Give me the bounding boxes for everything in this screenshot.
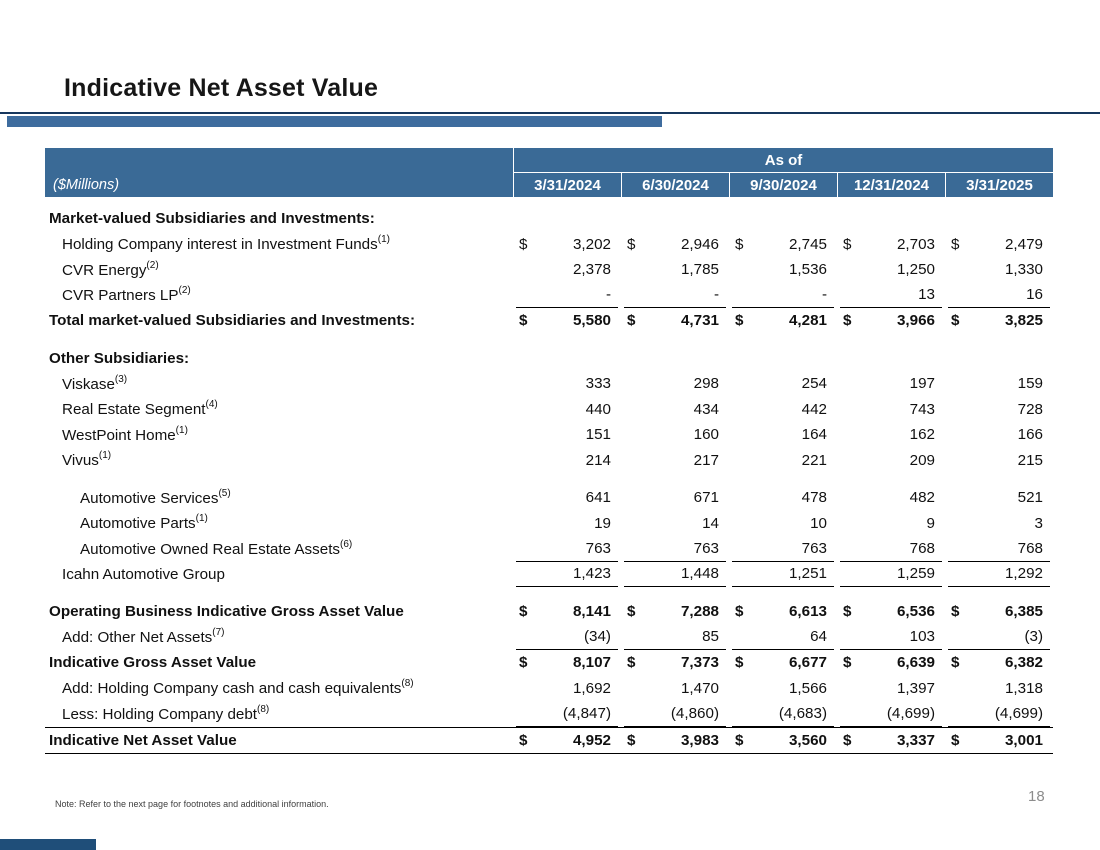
table-row xyxy=(45,536,1053,562)
value-number: 4,731 xyxy=(680,312,719,330)
cell-value xyxy=(516,676,618,702)
value-number: 1,470 xyxy=(680,679,719,697)
value-number: 6,613 xyxy=(788,603,827,621)
value-number: 151 xyxy=(585,426,611,444)
table-row xyxy=(45,701,1053,727)
cell-value xyxy=(840,701,942,727)
cell-value xyxy=(516,625,618,651)
cell-value xyxy=(840,650,942,676)
row-label: Automotive Owned Real Estate Assets$^{(6)}$ xyxy=(80,538,353,558)
row-spacer xyxy=(45,473,1053,485)
value-number: 1,536 xyxy=(788,261,827,279)
cell-value xyxy=(624,232,726,258)
cell-value xyxy=(516,728,618,753)
row-spacer xyxy=(45,334,1053,346)
cell-value xyxy=(624,599,726,625)
footnote-marker: (5) xyxy=(218,487,231,499)
cell-value xyxy=(732,448,834,474)
cell-value xyxy=(516,232,618,258)
cell-value xyxy=(732,371,834,397)
cell-value xyxy=(516,599,618,625)
cell-value xyxy=(948,676,1050,702)
value-number: 478 xyxy=(801,489,827,507)
cell-value xyxy=(624,397,726,423)
cell-value xyxy=(516,346,618,372)
dollar-sign: $ xyxy=(843,235,852,253)
cell-value xyxy=(840,676,942,702)
table-row xyxy=(45,448,1053,474)
value-number: 1,397 xyxy=(896,679,935,697)
dollar-sign: $ xyxy=(735,731,744,749)
cell-value xyxy=(840,511,942,537)
table-row xyxy=(45,308,1053,334)
value-number: 166 xyxy=(1017,426,1043,444)
value-number: 217 xyxy=(693,451,719,469)
value-number: - xyxy=(713,286,719,304)
cell-value xyxy=(840,562,942,588)
row-label: Automotive Services$^{(5)}$ xyxy=(80,487,231,507)
cell-value xyxy=(624,485,726,511)
table-row xyxy=(45,562,1053,588)
cell-value xyxy=(948,397,1050,423)
cell-value xyxy=(732,536,834,562)
value-number: 3 xyxy=(1034,514,1043,532)
cell-value xyxy=(624,346,726,372)
row-label: Add: Other Net Assets$^{(7)}$ xyxy=(62,627,225,647)
cell-value xyxy=(732,283,834,309)
table-row xyxy=(45,283,1053,309)
value-number: 197 xyxy=(909,375,935,393)
cell-value xyxy=(840,536,942,562)
table-row xyxy=(45,485,1053,511)
cell-value xyxy=(516,536,618,562)
value-number: 4,952 xyxy=(572,731,611,749)
cell-value xyxy=(948,650,1050,676)
value-number: 221 xyxy=(801,451,827,469)
cell-value xyxy=(948,346,1050,372)
cell-value xyxy=(840,599,942,625)
value-number: 1,448 xyxy=(680,565,719,583)
value-number: 13 xyxy=(918,286,935,304)
cell-value xyxy=(948,701,1050,727)
dollar-sign: $ xyxy=(951,603,960,621)
cell-value xyxy=(948,232,1050,258)
value-number: 442 xyxy=(801,400,827,418)
value-number: 6,385 xyxy=(1004,603,1043,621)
value-number: (4,699) xyxy=(886,704,935,722)
footnote-marker: (2) xyxy=(178,285,191,297)
value-number: 1,566 xyxy=(788,679,827,697)
dollar-sign: $ xyxy=(735,603,744,621)
value-number: 10 xyxy=(810,514,827,532)
row-label: CVR Partners LP$^{(2)}$ xyxy=(62,285,191,305)
value-number: 8,107 xyxy=(572,654,611,672)
cell-value xyxy=(732,562,834,588)
footer-accent-bar xyxy=(0,839,96,850)
cell-value xyxy=(516,448,618,474)
value-number: - xyxy=(821,286,827,304)
dollar-sign: $ xyxy=(735,235,744,253)
cell-value xyxy=(732,650,834,676)
value-number: 1,259 xyxy=(896,565,935,583)
dollar-sign: $ xyxy=(843,654,852,672)
value-number: 2,946 xyxy=(680,235,719,253)
cell-value xyxy=(516,397,618,423)
row-label: Operating Business Indicative Gross Asset Value xyxy=(49,603,404,621)
row-label: Other Subsidiaries: xyxy=(49,349,190,367)
cell-value xyxy=(624,371,726,397)
cell-value xyxy=(948,625,1050,651)
cell-value xyxy=(624,511,726,537)
value-number: 728 xyxy=(1017,400,1043,418)
cell-value xyxy=(732,232,834,258)
row-spacer xyxy=(45,587,1053,599)
column-header: 6/30/2024 xyxy=(621,173,729,197)
dollar-sign: $ xyxy=(519,654,528,672)
value-number: (4,683) xyxy=(778,704,827,722)
cell-value xyxy=(624,701,726,727)
cell-value xyxy=(732,599,834,625)
title-rule xyxy=(0,112,1100,114)
cell-value xyxy=(516,485,618,511)
value-number: 482 xyxy=(909,489,935,507)
value-number: 16 xyxy=(1026,286,1043,304)
row-label: Vivus$^{(1)}$ xyxy=(62,450,112,470)
cell-value xyxy=(732,676,834,702)
cell-value xyxy=(516,283,618,309)
cell-value xyxy=(948,371,1050,397)
value-number: 103 xyxy=(909,628,935,646)
value-number: 3,825 xyxy=(1004,312,1043,330)
cell-value xyxy=(516,562,618,588)
value-number: 6,382 xyxy=(1004,654,1043,672)
value-number: 3,337 xyxy=(896,731,935,749)
table-row xyxy=(45,625,1053,651)
value-number: 6,536 xyxy=(896,603,935,621)
table-row xyxy=(45,371,1053,397)
table-row xyxy=(45,206,1053,232)
cell-value xyxy=(732,257,834,283)
table-row xyxy=(45,727,1053,754)
row-label: Less: Holding Company debt$^{(8)}$ xyxy=(62,703,270,723)
value-number: 164 xyxy=(801,426,827,444)
cell-value xyxy=(948,562,1050,588)
row-label: Indicative Gross Asset Value xyxy=(49,654,257,672)
cell-value xyxy=(948,257,1050,283)
cell-value xyxy=(840,397,942,423)
cell-value xyxy=(624,257,726,283)
table-row xyxy=(45,650,1053,676)
value-number: 5,580 xyxy=(572,312,611,330)
cell-value xyxy=(840,728,942,753)
value-number: (4,860) xyxy=(670,704,719,722)
row-label: Total market-valued Subsidiaries and Investments: xyxy=(49,312,416,330)
value-number: 8,141 xyxy=(572,603,611,621)
value-number: 215 xyxy=(1017,451,1043,469)
dollar-sign: $ xyxy=(519,603,528,621)
value-number: 3,966 xyxy=(896,312,935,330)
value-number: 209 xyxy=(909,451,935,469)
table-row xyxy=(45,599,1053,625)
dollar-sign: $ xyxy=(951,654,960,672)
table-header xyxy=(45,148,1053,197)
cell-value xyxy=(840,346,942,372)
footnote-marker: (1) xyxy=(195,513,208,525)
cell-value xyxy=(516,511,618,537)
value-number: 1,785 xyxy=(680,261,719,279)
value-number: 2,703 xyxy=(896,235,935,253)
cell-value xyxy=(516,206,618,232)
footnote-marker: (8) xyxy=(257,703,270,715)
value-number: 743 xyxy=(909,400,935,418)
value-number: 2,378 xyxy=(572,261,611,279)
cell-value xyxy=(516,308,618,334)
row-label: Indicative Net Asset Value xyxy=(49,731,237,749)
value-number: 162 xyxy=(909,426,935,444)
cell-value xyxy=(948,728,1050,753)
footnote-marker: (6) xyxy=(340,538,353,550)
value-number: 159 xyxy=(1017,375,1043,393)
row-label: Holding Company interest in Investment Funds$^{(1)}$ xyxy=(62,234,390,254)
as-of-header: As of xyxy=(513,148,1053,173)
cell-value xyxy=(624,676,726,702)
value-number: 1,292 xyxy=(1004,565,1043,583)
value-number: 14 xyxy=(702,514,719,532)
cell-value xyxy=(624,283,726,309)
row-label: CVR Energy$^{(2)}$ xyxy=(62,259,159,279)
dollar-sign: $ xyxy=(735,312,744,330)
value-number: 4,281 xyxy=(788,312,827,330)
cell-value xyxy=(840,371,942,397)
value-number: 1,318 xyxy=(1004,679,1043,697)
cell-value xyxy=(948,511,1050,537)
footnote-marker: (7) xyxy=(212,627,225,639)
value-number: 333 xyxy=(585,375,611,393)
value-number: 641 xyxy=(585,489,611,507)
value-number: 64 xyxy=(810,628,827,646)
row-label: Market-valued Subsidiaries and Investments: xyxy=(49,210,375,228)
dollar-sign: $ xyxy=(843,312,852,330)
value-number: 1,692 xyxy=(572,679,611,697)
footnote-marker: (8) xyxy=(401,678,414,690)
value-number: 440 xyxy=(585,400,611,418)
cell-value xyxy=(840,308,942,334)
value-number: 7,288 xyxy=(680,603,719,621)
value-number: 1,330 xyxy=(1004,261,1043,279)
value-number: 298 xyxy=(693,375,719,393)
table-row xyxy=(45,676,1053,702)
dollar-sign: $ xyxy=(627,654,636,672)
cell-value xyxy=(732,485,834,511)
value-number: 1,251 xyxy=(788,565,827,583)
row-label: Add: Holding Company cash and cash equivalents$^{(8)}$ xyxy=(62,678,414,698)
dollar-sign: $ xyxy=(627,312,636,330)
footnote-marker: (2) xyxy=(146,259,159,271)
page-number: 18 xyxy=(1028,788,1045,805)
dollar-sign: $ xyxy=(843,731,852,749)
dollar-sign: $ xyxy=(627,235,636,253)
value-number: 7,373 xyxy=(680,654,719,672)
cell-value xyxy=(732,308,834,334)
cell-value xyxy=(948,206,1050,232)
dollar-sign: $ xyxy=(951,235,960,253)
table-row xyxy=(45,346,1053,372)
row-label: Viskase$^{(3)}$ xyxy=(62,373,128,393)
value-number: 214 xyxy=(585,451,611,469)
cell-value xyxy=(840,257,942,283)
row-label: Real Estate Segment$^{(4)}$ xyxy=(62,399,218,419)
value-number: (4,847) xyxy=(562,704,611,722)
value-number: (34) xyxy=(583,628,611,646)
footnote-marker: (1) xyxy=(98,450,112,462)
cell-value xyxy=(624,625,726,651)
cell-value xyxy=(732,511,834,537)
value-number: 2,479 xyxy=(1004,235,1043,253)
cell-value xyxy=(624,448,726,474)
cell-value xyxy=(732,625,834,651)
value-number: 671 xyxy=(693,489,719,507)
cell-value xyxy=(948,308,1050,334)
row-label: WestPoint Home$^{(1)}$ xyxy=(62,424,188,444)
value-number: 1,250 xyxy=(896,261,935,279)
dollar-sign: $ xyxy=(951,312,960,330)
column-header: 3/31/2025 xyxy=(945,173,1053,197)
cell-value xyxy=(948,536,1050,562)
value-number: 85 xyxy=(702,628,719,646)
table-row xyxy=(45,232,1053,258)
value-number: 6,639 xyxy=(896,654,935,672)
cell-value xyxy=(624,206,726,232)
cell-value xyxy=(516,257,618,283)
cell-value xyxy=(840,283,942,309)
value-number: 763 xyxy=(585,539,611,557)
value-number: - xyxy=(605,286,611,304)
cell-value xyxy=(624,536,726,562)
footnote-marker: (4) xyxy=(205,399,218,411)
cell-value xyxy=(516,371,618,397)
dollar-sign: $ xyxy=(843,603,852,621)
cell-value xyxy=(840,206,942,232)
cell-value xyxy=(732,422,834,448)
unit-label: ($Millions) xyxy=(45,148,513,197)
value-number: 9 xyxy=(926,514,935,532)
value-number: 254 xyxy=(801,375,827,393)
value-number: 1,423 xyxy=(572,565,611,583)
cell-value xyxy=(624,728,726,753)
value-number: 768 xyxy=(909,539,935,557)
cell-value xyxy=(948,485,1050,511)
cell-value xyxy=(948,599,1050,625)
table-row xyxy=(45,422,1053,448)
dollar-sign: $ xyxy=(627,603,636,621)
table-row xyxy=(45,397,1053,423)
cell-value xyxy=(516,422,618,448)
value-number: 3,202 xyxy=(572,235,611,253)
cell-value xyxy=(840,232,942,258)
cell-value xyxy=(948,448,1050,474)
value-number: 2,745 xyxy=(788,235,827,253)
value-number: (3) xyxy=(1024,628,1043,646)
dollar-sign: $ xyxy=(951,731,960,749)
cell-value xyxy=(732,206,834,232)
value-number: 768 xyxy=(1017,539,1043,557)
table-body xyxy=(45,206,1053,754)
asset-table xyxy=(45,148,1053,754)
value-number: 521 xyxy=(1017,489,1043,507)
value-number: 6,677 xyxy=(788,654,827,672)
table-row xyxy=(45,511,1053,537)
dollar-sign: $ xyxy=(519,731,528,749)
dollar-sign: $ xyxy=(519,312,528,330)
cell-value xyxy=(840,625,942,651)
cell-value xyxy=(840,485,942,511)
value-number: 763 xyxy=(801,539,827,557)
row-label: Icahn Automotive Group xyxy=(62,565,225,583)
cell-value xyxy=(516,650,618,676)
cell-value xyxy=(624,422,726,448)
value-number: 3,001 xyxy=(1004,731,1043,749)
cell-value xyxy=(732,728,834,753)
cell-value xyxy=(516,701,618,727)
dollar-sign: $ xyxy=(519,235,528,253)
title-accent-bar xyxy=(7,116,662,127)
column-header: 12/31/2024 xyxy=(837,173,945,197)
column-header: 9/30/2024 xyxy=(729,173,837,197)
footnote-marker: (1) xyxy=(377,234,390,246)
value-number: 160 xyxy=(693,426,719,444)
column-header: 3/31/2024 xyxy=(513,173,621,197)
value-number: 3,983 xyxy=(680,731,719,749)
cell-value xyxy=(948,422,1050,448)
value-number: (4,699) xyxy=(994,704,1043,722)
value-number: 434 xyxy=(693,400,719,418)
page-title: Indicative Net Asset Value xyxy=(64,74,379,102)
cell-value xyxy=(624,650,726,676)
footnote: Note: Refer to the next page for footnotes and additional information. xyxy=(55,799,329,809)
value-number: 763 xyxy=(693,539,719,557)
cell-value xyxy=(840,448,942,474)
cell-value xyxy=(624,562,726,588)
cell-value xyxy=(624,308,726,334)
cell-value xyxy=(732,701,834,727)
row-label: Automotive Parts$^{(1)}$ xyxy=(80,513,208,533)
value-number: 19 xyxy=(594,514,611,532)
dollar-sign: $ xyxy=(735,654,744,672)
dollar-sign: $ xyxy=(627,731,636,749)
cell-value xyxy=(948,283,1050,309)
value-number: 3,560 xyxy=(788,731,827,749)
cell-value xyxy=(840,422,942,448)
cell-value xyxy=(732,346,834,372)
footnote-marker: (3) xyxy=(114,373,128,385)
footnote-marker: (1) xyxy=(175,424,188,436)
cell-value xyxy=(732,397,834,423)
table-row xyxy=(45,257,1053,283)
